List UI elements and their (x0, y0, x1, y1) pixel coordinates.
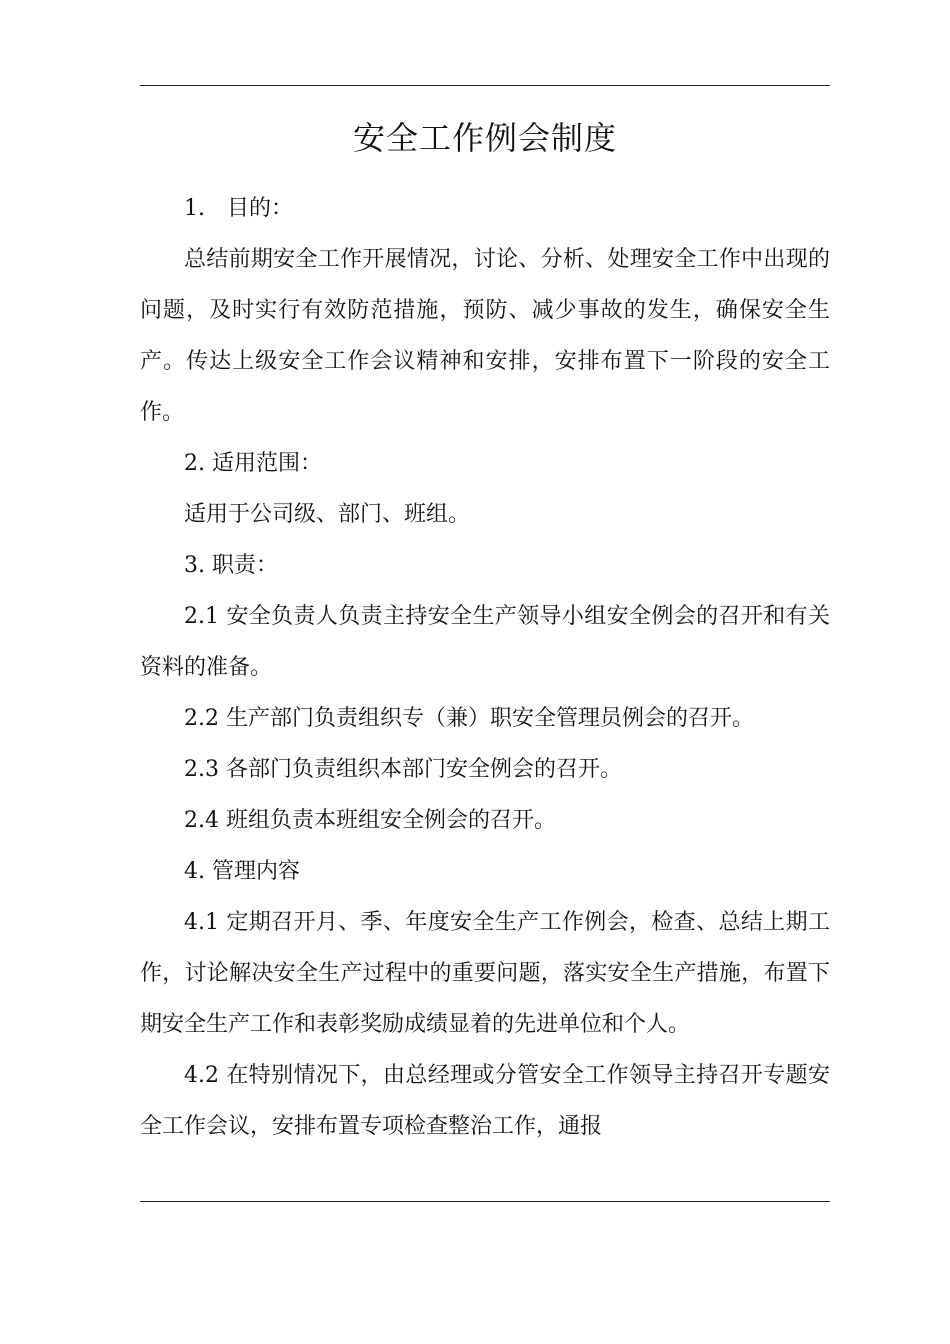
paragraph-scope-heading: 2. 适用范围： (184, 451, 322, 476)
paragraph-scope: 适用于公司级、部门、班组。 (184, 502, 471, 527)
paragraph-management-heading: 4. 管理内容 (184, 859, 300, 884)
paragraph-duty-2-2: 2.2 生产部门负责组织专（兼）职安全管理员例会的召开。 (184, 706, 754, 731)
footer-rule (140, 1201, 830, 1202)
paragraph-duty-2-3: 2.3 各部门负责组织本部门安全例会的召开。 (184, 757, 622, 782)
paragraph-duty-2-4: 2.4 班组负责本班组安全例会的召开。 (184, 808, 556, 833)
paragraph-purpose: 总结前期安全工作开展情况，讨论、分析、处理安全工作中出现的问题，及时实行有效防范措施，预防、减少事故的发生，确保安全生产。传达上级安全工作会议精神和安排，安排布置下一阶段的安全工作。 (140, 247, 830, 425)
paragraph-purpose-heading: 1. 目的： (184, 196, 293, 221)
paragraph-management-4-1: 4.1 定期召开月、季、年度安全生产工作例会，检查、总结上期工作，讨论解决安全生产过程中的重要问题，落实安全生产措施，布置下期安全生产工作和表彰奖励成绩显着的先进单位和个人。 (140, 910, 830, 1037)
paragraph-duty-2-1: 2.1 安全负责人负责主持安全生产领导小组安全例会的召开和有关资料的准备。 (140, 604, 830, 680)
document-body (140, 183, 830, 1152)
header-rule (140, 85, 830, 86)
document-title: 安全工作例会制度 (352, 119, 617, 157)
paragraph-management-4-2: 4.2 在特别情况下，由总经理或分管安全工作领导主持召开专题安全工作会议，安排布置专项检查整治工作，通报 (140, 1063, 830, 1139)
paragraph-duties-heading: 3. 职责： (184, 553, 278, 578)
